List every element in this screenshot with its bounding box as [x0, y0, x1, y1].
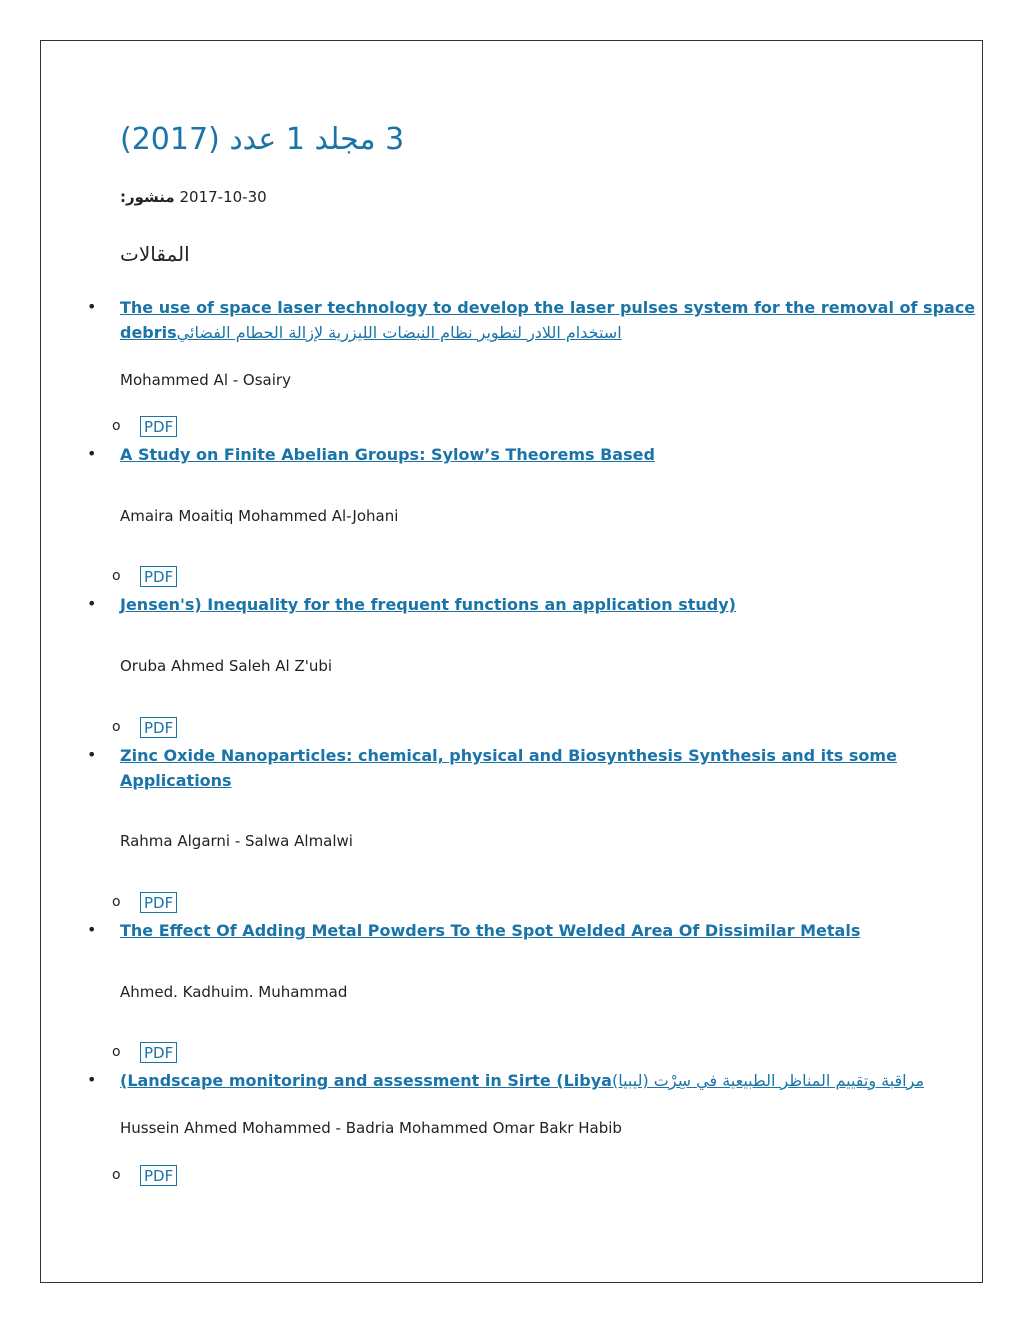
pdf-link[interactable]: PDF [140, 566, 177, 587]
article-title-link[interactable] [120, 442, 655, 467]
article-title-ar: استخدام اللادر لتطوير نظام النبضات الليزرية لإزالة الحطام الفضائي [176, 323, 622, 342]
list-circle: o [112, 418, 121, 434]
published-label: منشور: [120, 188, 175, 206]
article-title-link[interactable] [120, 592, 736, 617]
article-title-link[interactable] [120, 743, 897, 793]
article-title-link[interactable] [120, 295, 975, 345]
list-bullet: • [87, 1070, 97, 1089]
article-title-en-cont: Applications [120, 771, 232, 790]
article-authors: Mohammed Al - Osairy [120, 371, 291, 389]
list-bullet: • [87, 920, 97, 939]
issue-title: 3 مجلد 1 عدد (2017) [120, 122, 405, 157]
pdf-link[interactable]: PDF [140, 1042, 177, 1063]
list-circle: o [112, 719, 121, 735]
article-authors: Hussein Ahmed Mohammed - Badria Mohammed Omar Bakr Habib [120, 1119, 622, 1137]
pdf-link[interactable]: PDF [140, 416, 177, 437]
list-bullet: • [87, 444, 97, 463]
article-title-en: A Study on Finite Abelian Groups: Sylow’s Theorems Based [120, 445, 655, 464]
articles-heading: المقالات [120, 242, 190, 266]
list-bullet: • [87, 745, 97, 764]
article-title-link[interactable] [120, 918, 860, 943]
list-circle: o [112, 894, 121, 910]
article-title-en: Zinc Oxide Nanoparticles: chemical, physical and Biosynthesis Synthesis and its some [120, 746, 897, 765]
list-bullet: • [87, 594, 97, 613]
article-authors: Oruba Ahmed Saleh Al Z'ubi [120, 657, 333, 675]
list-bullet: • [87, 297, 97, 316]
article-title-en: Jensen's) Inequality for the frequent functions an application study) [120, 595, 736, 614]
article-authors: Rahma Algarni - Salwa Almalwi [120, 832, 353, 850]
pdf-link[interactable]: PDF [140, 892, 177, 913]
list-circle: o [112, 1167, 121, 1183]
list-circle: o [112, 1044, 121, 1060]
article-title-en: The Effect Of Adding Metal Powders To the Spot Welded Area Of Dissimilar Metals [120, 921, 861, 940]
article-title-en: (Landscape monitoring and assessment in Sirte (Libya [120, 1071, 612, 1090]
pdf-link[interactable]: PDF [140, 1165, 177, 1186]
pdf-link[interactable]: PDF [140, 717, 177, 738]
list-circle: o [112, 568, 121, 584]
article-title-en-cont: debris [120, 323, 177, 342]
article-authors: Ahmed. Kadhuim. Muhammad [120, 983, 348, 1001]
article-title-en: The use of space laser technology to develop the laser pulses system for the removal of space [120, 298, 976, 317]
article-title-link[interactable] [120, 1068, 924, 1093]
published-line [120, 188, 267, 206]
article-title-ar: مراقبة وتقييم المناظر الطبيعية في سِرْت (ليبيا) [611, 1071, 925, 1090]
article-authors: Amaira Moaitiq Mohammed Al-Johani [120, 507, 399, 525]
published-date: 2017-10-30 [179, 188, 267, 206]
